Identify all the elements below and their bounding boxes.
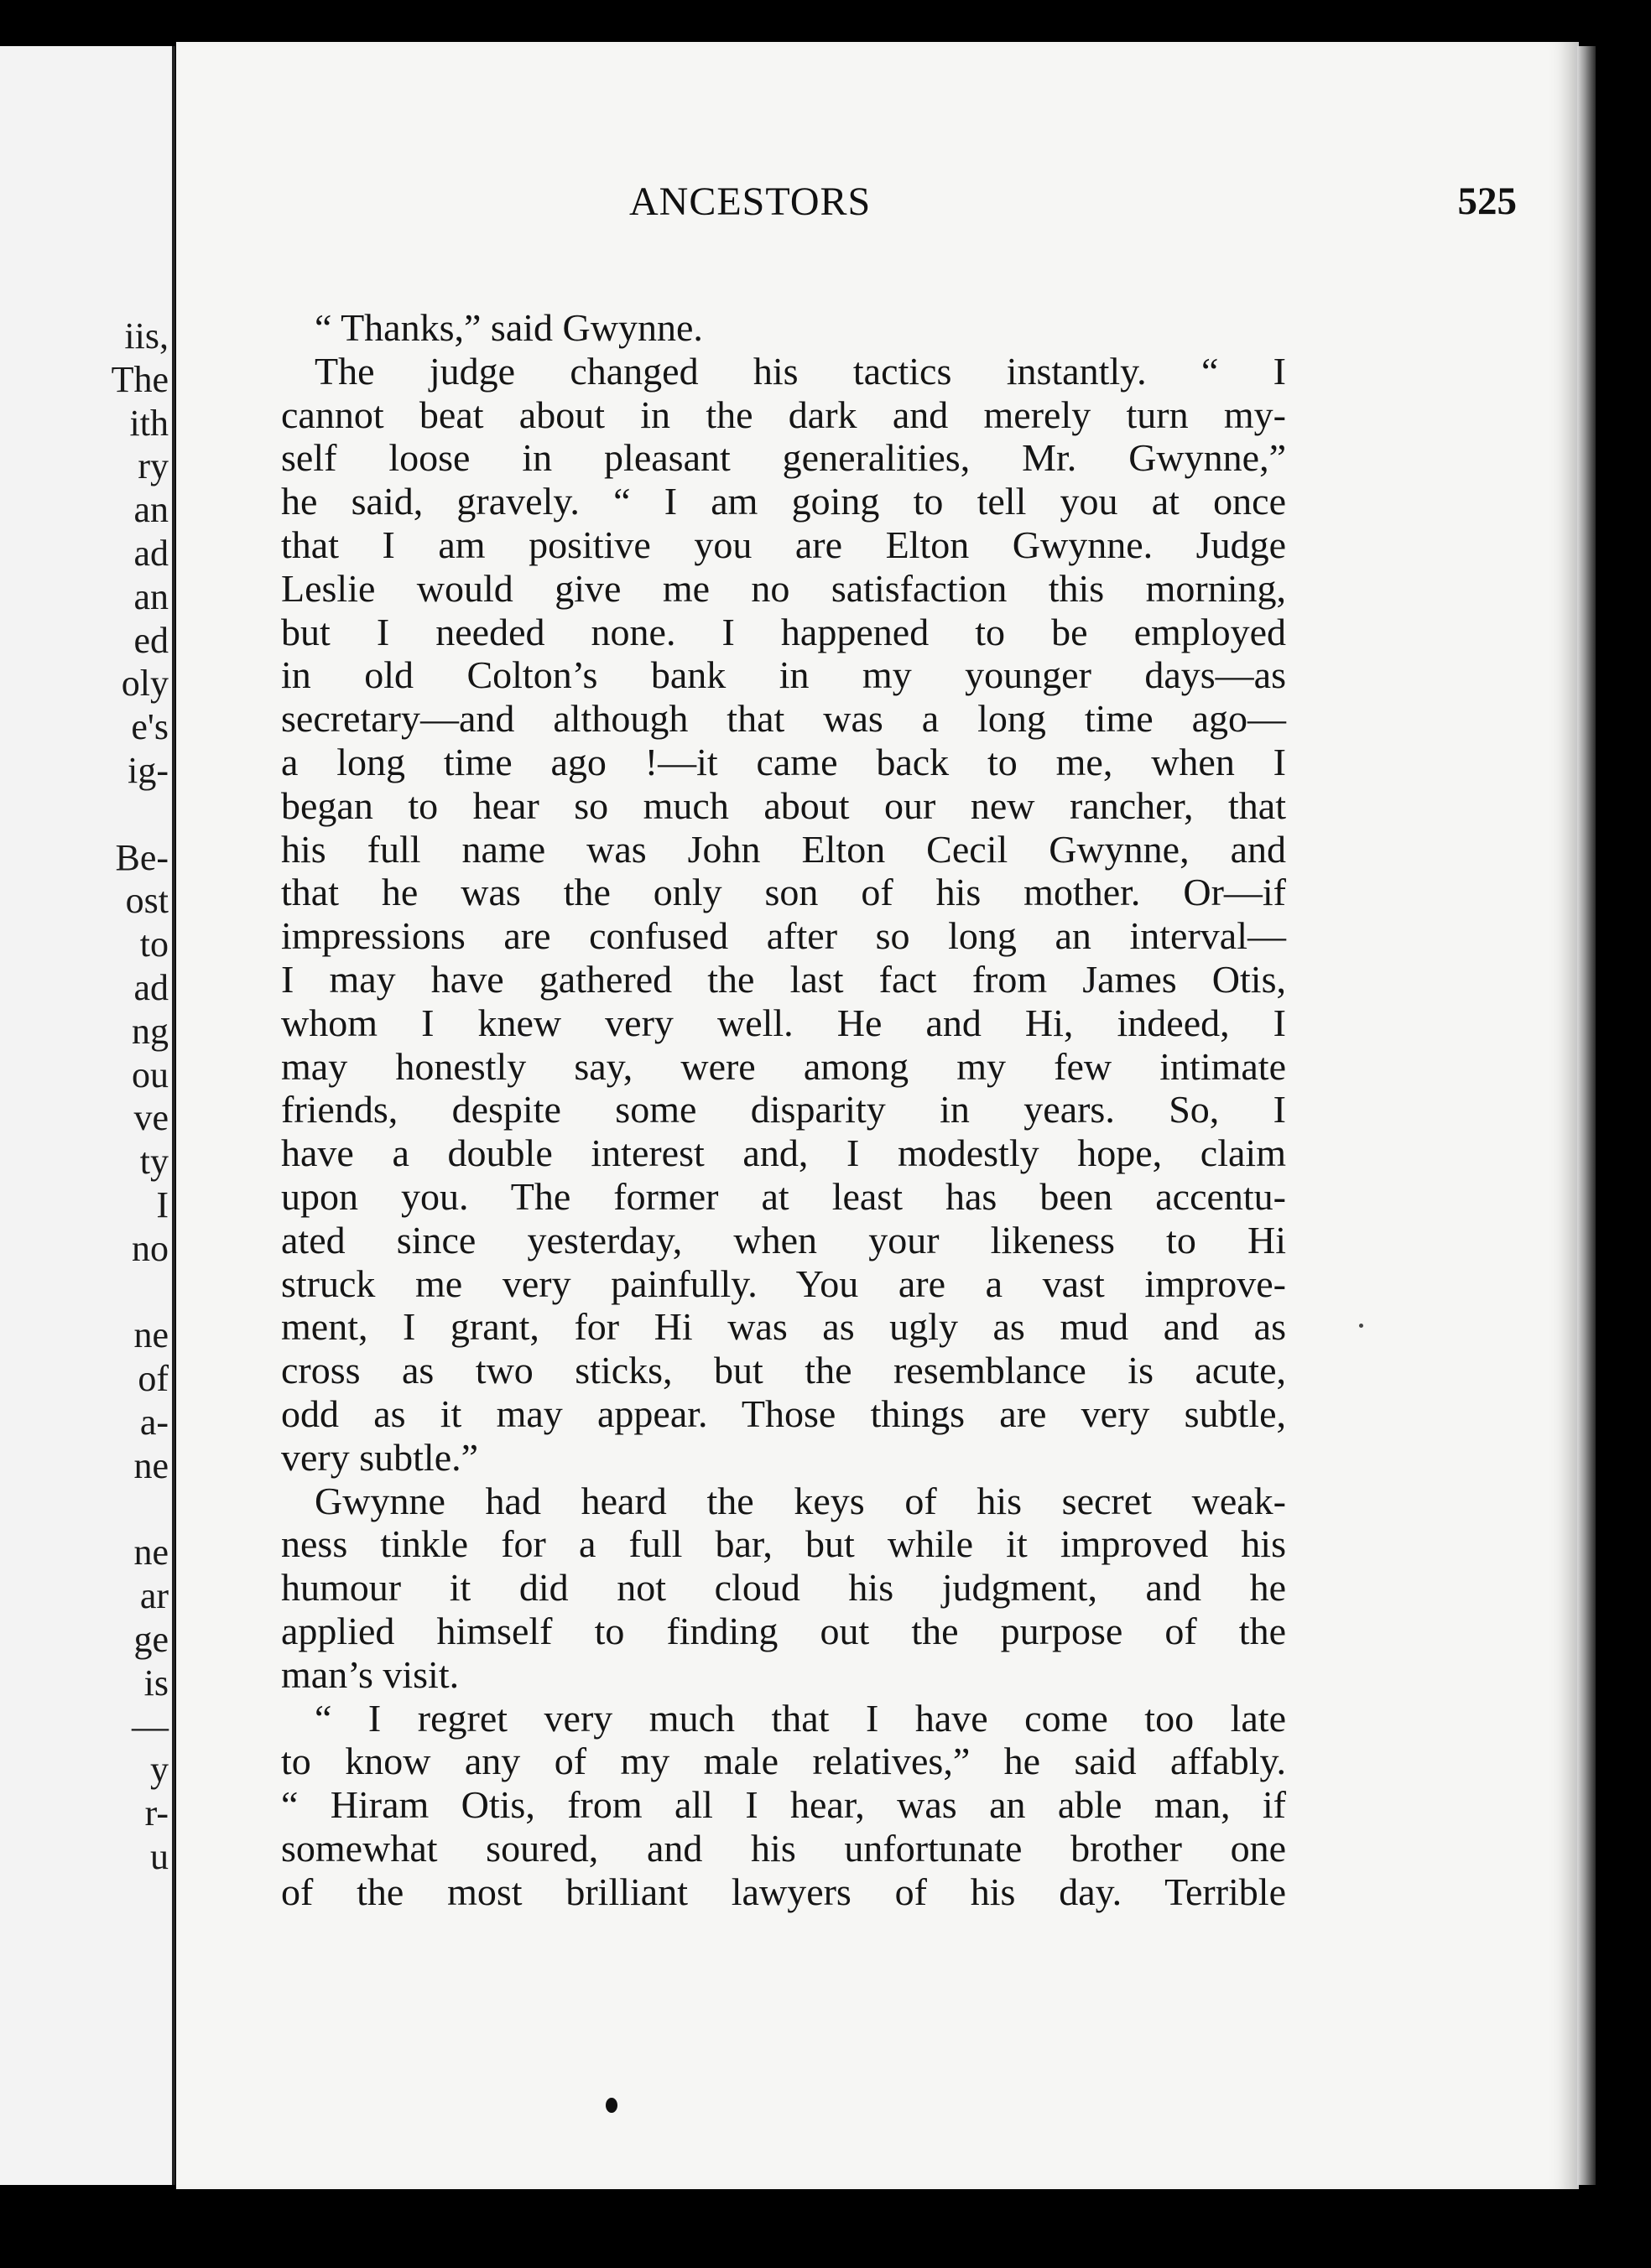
paper-speck: [1359, 1324, 1363, 1328]
left-fragment: ry: [138, 445, 169, 487]
text-line: Gwynne had heard the keys of his secret weak-: [315, 1479, 1286, 1522]
page-body: [281, 306, 1286, 1913]
text-line: struck me very painfully. You are a vast improve-: [281, 1261, 1286, 1305]
text-line: secretary—and although that was a long time ago—: [281, 697, 1286, 741]
left-fragment: to: [139, 923, 169, 965]
left-fragment: ge: [133, 1618, 169, 1660]
left-fragment: —: [132, 1705, 169, 1747]
text-line: very subtle.”: [281, 1435, 479, 1479]
text-line: in old Colton’s bank in my younger days—as: [281, 653, 1286, 697]
running-header: [461, 179, 1517, 237]
text-line: The judge changed his tactics instantly. “ I: [315, 349, 1286, 393]
left-fragment: e's: [131, 706, 169, 748]
left-fragment: ou: [132, 1053, 169, 1095]
text-line: man’s visit.: [281, 1652, 460, 1696]
left-fragment: r-: [144, 1792, 169, 1834]
text-line: friends, despite some disparity in years. So, I: [281, 1088, 1286, 1131]
text-line: upon you. The former at least has been accentu-: [281, 1174, 1286, 1218]
left-page-text-fragments: [112, 315, 169, 1879]
text-line: have a double interest and, I modestly hope, claim: [281, 1131, 1286, 1175]
left-fragment: no: [132, 1227, 169, 1269]
text-line: of the most brilliant lawyers of his day. Terrible: [281, 1870, 1286, 1913]
left-fragment: u: [150, 1835, 169, 1877]
left-fragment: ad: [133, 532, 169, 574]
left-fragment: is: [143, 1662, 169, 1704]
text-line: somewhat soured, and his unfortunate brother one: [281, 1826, 1286, 1870]
left-fragment: ost: [125, 880, 169, 922]
text-line: ated since yesterday, when your likeness to Hi: [281, 1218, 1286, 1261]
text-line: a long time ago !—it came back to me, when I: [281, 740, 1286, 783]
text-line: cross as two sticks, but the resemblance is acute,: [281, 1349, 1286, 1392]
left-fragment: The: [111, 358, 169, 400]
text-line: self loose in pleasant generalities, Mr. Gwynne,”: [281, 436, 1286, 480]
left-fragment: an: [133, 489, 169, 531]
left-fragment: of: [138, 1358, 169, 1400]
text-line: that I am positive you are Elton Gwynne. Judge: [281, 523, 1286, 566]
left-fragment: oly: [121, 663, 169, 705]
text-line: “ Thanks,” said Gwynne.: [315, 306, 703, 349]
left-fragment: [112, 793, 169, 836]
text-line: Leslie would give me no satisfaction this morning,: [281, 566, 1286, 610]
text-line: ment, I grant, for Hi was as ugly as mud and as: [281, 1305, 1286, 1349]
left-fragment: ne: [133, 1314, 169, 1356]
text-line: but I needed none. I happened to be employed: [281, 610, 1286, 653]
left-page: [0, 46, 175, 2185]
text-line: cannot beat about in the dark and merely turn my-: [281, 393, 1286, 436]
left-fragment: ne: [133, 1532, 169, 1574]
left-fragment: Be-: [115, 836, 169, 878]
text-line: that he was the only son of his mother. Or—if: [281, 871, 1286, 914]
left-fragment: ig-: [128, 749, 169, 791]
left-fragment: I: [156, 1183, 169, 1225]
text-line: whom I knew very well. He and Hi, indeed, I: [281, 1001, 1286, 1044]
left-fragment: [112, 1271, 169, 1314]
text-line: ness tinkle for a full bar, but while it improved his: [281, 1522, 1286, 1566]
text-line: I may have gathered the last fact from James Otis,: [281, 957, 1286, 1001]
left-fragment: iis,: [124, 315, 169, 356]
left-fragment: y: [150, 1749, 169, 1791]
text-line: humour it did not cloud his judgment, and he: [281, 1566, 1286, 1610]
text-line: he said, gravely. “ I am going to tell you at once: [281, 480, 1286, 523]
left-fragment: ng: [132, 1010, 169, 1052]
text-line: his full name was John Elton Cecil Gwynne, and: [281, 827, 1286, 871]
text-line: “ Hiram Otis, from all I hear, was an able man, if: [281, 1783, 1286, 1827]
running-title: ANCESTORS: [629, 179, 872, 224]
left-fragment: ith: [129, 402, 169, 444]
left-fragment: an: [133, 575, 169, 617]
text-line: began to hear so much about our new rancher, that: [281, 783, 1286, 827]
text-line: may honestly say, were among my few intimate: [281, 1044, 1286, 1088]
left-fragment: a-: [139, 1401, 169, 1443]
page-edge: [1577, 46, 1596, 2185]
left-fragment: ve: [133, 1097, 169, 1139]
left-fragment: ar: [139, 1575, 169, 1617]
text-line: odd as it may appear. Those things are very subtle,: [281, 1391, 1286, 1435]
text-line: to know any of my male relatives,” he said affably.: [281, 1740, 1286, 1783]
text-line: impressions are confused after so long an interval—: [281, 914, 1286, 958]
text-line: “ I regret very much that I have come too late: [315, 1696, 1286, 1740]
page-number: 525: [1457, 179, 1517, 223]
left-fragment: ad: [133, 966, 169, 1008]
left-fragment: ne: [133, 1444, 169, 1486]
text-line: applied himself to finding out the purpose of the: [281, 1609, 1286, 1652]
left-fragment: ty: [139, 1141, 169, 1183]
ink-spot: [606, 2098, 617, 2113]
left-fragment: ed: [133, 619, 169, 661]
left-fragment: [112, 1488, 169, 1532]
